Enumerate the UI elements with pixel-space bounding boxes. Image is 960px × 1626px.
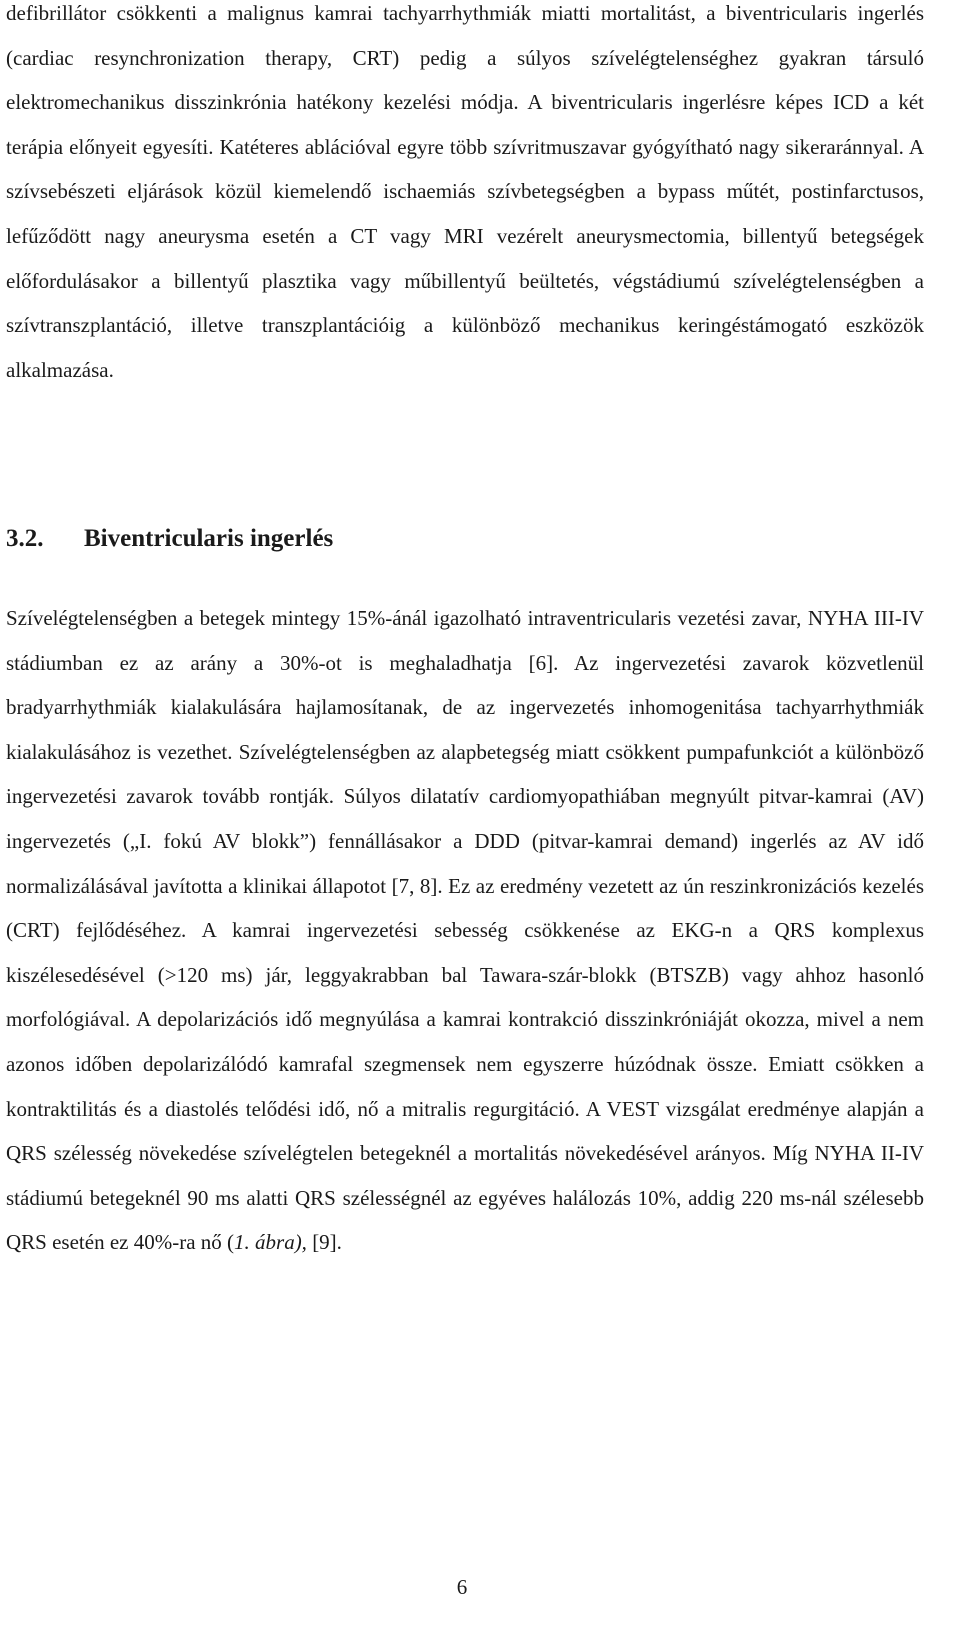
- body-paragraph-intro: defibrillátor csökkenti a malignus kamrai tachyarrhythmiák miatti mortalitást, a biventricularis ingerlés (cardiac resynchronization therapy, CRT) pedig a súlyos szívelégtelenséghez gyakran társuló elektromechanikus disszinkrónia hatékony kezelési módja. A biventricularis ingerlésre képes ICD a két terápia előnyeit egyesíti. Katéteres ablációval egyre több szívritmuszavar gyógyítható nagy sikeraránnyal. A szívsebészeti eljárások közül kiemelendő ischaemiás szívbetegségben a bypass műtét, postinfarctusos, lefűződött nagy aneurysma esetén a CT vagy MRI vezérelt aneurysmectomia, billentyű betegségek előfordulásakor a billentyű plasztika vagy műbillentyű beültetés, végstádiumú szívelégtelenségben a szívtranszplantáció, illetve transzplantációig a különböző mechanikus keringéstámogató eszközök alkalmazása.: [6, 1, 924, 382]
- body-paragraph-biventricular: [6, 596, 924, 1265]
- section-heading: [6, 519, 333, 559]
- citation-reference: [9].: [306, 1230, 342, 1255]
- document-page: [6, 0, 924, 1255]
- page-number: 6: [456, 1575, 468, 1599]
- section-title: Biventricularis ingerlés: [84, 525, 334, 552]
- paragraph-main-text: Szívelégtelenségben a betegek mintegy 15%-ánál igazolható intraventricularis vezetési zavar, NYHA III-IV stádiumban ez az arány a 30%-ot is meghaladhatja [6]. Az ingervezetési zavarok közvetlenül bradyarrhythmiák kialakulására hajlamosítanak, de az ingervezetés inhomogenitása tachyarrhythmiák kialakulásához is vezethet. Szívelégtelenségben az alapbetegség miatt csökkent pumpafunkciót a különböző ingervezetési zavarok tovább rontják. Súlyos dilatatív cardiomyopathiában megnyúlt pitvar-kamrai (AV) ingervezetés („I. fokú AV blokk”) fennállásakor a DDD (pitvar-kamrai demand) ingerlés az AV idő normalizálásával javította a klinikai állapotot [7, 8]. Ez az eredmény vezetett az ún reszinkronizációs kezelés (CRT) fejlődéséhez. A kamrai ingervezetési sebesség csökkenése az EKG-n a QRS komplexus kiszélesedésével (>120 ms) jár, leggyakrabban bal Tawara-szár-blokk (BTSZB) vagy ahhoz hasonló morfológiával. A depolarizációs idő megnyúlása a kamrai kontrakció disszinkróniáját okozza, mivel a nem azonos időben depolarizálódó kamrafal szegmensek nem egyszerre húzódnak össze. Emiatt csökken a kontraktilitás és a diastolés telődési idő, nő a mitralis regurgitáció. A VEST vizsgálat eredménye alapján a QRS szélesség növekedése szívelégtelen betegeknél a mortalitás növekedésével arányos. Míg NYHA II-IV stádiumú betegeknél 90 ms alatti QRS szélességnél az egyéves halálozás 10%, addig 220 ms-nál szélesebb QRS esetén ez 40%-ra nő (: [6, 606, 924, 1255]
- figure-reference: 1. ábra),: [234, 1230, 307, 1255]
- section-number: 3.2.: [6, 525, 44, 552]
